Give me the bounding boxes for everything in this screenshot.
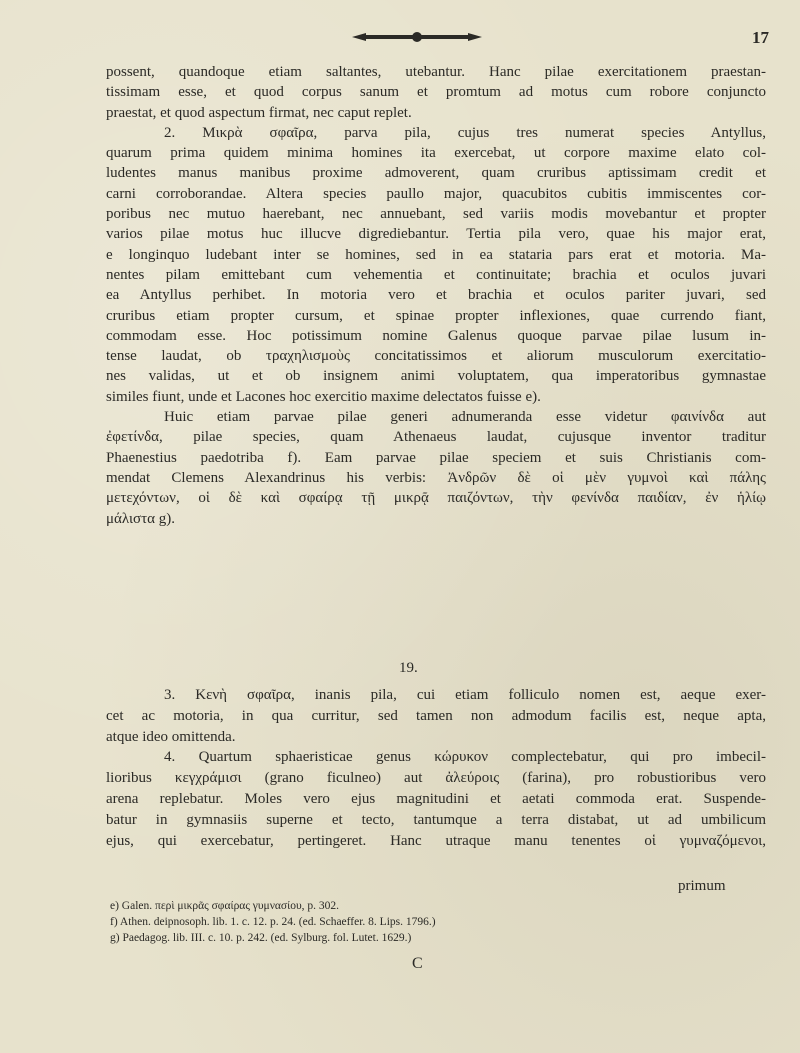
text-line: ejus, qui exercebatur, pertingeret. Hanc utraque manu tenentes οἱ γυμναζόμενοι, <box>106 832 766 849</box>
text-line: quarum prima quidem minima homines ita exercebat, ut corpore maxime elato col- <box>106 145 766 162</box>
text-line: praestat, et quod aspectum firmat, nec caput replet. <box>106 104 412 121</box>
text-line: 2. Μικρὰ σφαῖρα, parva pila, cujus tres numerat species Antyllus, <box>164 124 766 141</box>
text-line: tissimam esse, et quod corpus sanum et promtum ad motus cum robore conjuncto <box>106 84 766 101</box>
header-ornament-icon <box>352 30 482 44</box>
text-line: ἐφετίνδα, pilae species, quam Athenaeus laudat, cujusque inventor traditur <box>106 429 766 446</box>
text-line: cruribus etiam propter cursum, et spinae propter inflexiones, quae currendo fiant, <box>106 307 766 324</box>
text-line: 3. Κενὴ σφαῖρα, inanis pila, cui etiam folliculo nomen est, aeque exer- <box>164 687 766 703</box>
footnote-f: f) Athen. deipnosoph. lib. 1. c. 12. p. 24. (ed. Schaeffer. 8. Lips. 1796.) <box>110 916 436 928</box>
text-line: μετεχόντων, οἱ δὲ καὶ σφαίρᾳ τῇ μικρᾷ παιζόντων, τὴν φενίνδα παιδίαν, ἐν ἡλίῳ <box>106 490 766 507</box>
page-number: 17 <box>752 28 769 47</box>
footnote-e: e) Galen. περὶ μικρᾶς σφαίρας γυμνασίου, p. 302. <box>110 900 340 912</box>
text-line: commodam esse. Hoc potissimum nomine Galenus quoque parvae pilae lusum in- <box>106 327 766 344</box>
text-line: nentes pilam emittebant cum vehementia et continuitate; brachia et oculos juvari <box>106 266 766 283</box>
text-line: atque ideo omittenda. <box>106 728 236 745</box>
text-line: batur in gymnasiis superne et tecto, tantumque a terra distabat, ut ad umbilicum <box>106 811 766 828</box>
section-number: 19. <box>399 660 418 676</box>
text-line: carni corroborandae. Altera species paullo major, quacubitos cubitis immiscentes cor- <box>106 185 766 202</box>
second-text-block <box>106 685 766 851</box>
text-line: Phaenestius paedotriba f). Eam parvae pilae speciem et suis Christianis com- <box>106 449 766 466</box>
text-line: ea Antyllus perhibet. In motoria vero et brachia et oculos pariter juvari, sed <box>106 287 766 304</box>
text-line: arena replebatur. Moles vero ejus magnitudini et aetati commoda erat. Suspende- <box>106 790 766 807</box>
main-text-block <box>106 62 766 529</box>
text-line: ludentes manus manibus proxime admoverent, quam cruribus aptissimam credit et <box>106 165 766 182</box>
text-line: cet ac motoria, in qua curritur, sed tamen non admodum facilis est, neque apta, <box>106 707 766 724</box>
text-line: possent, quandoque etiam saltantes, utebantur. Hanc pilae exercitationem praestan- <box>106 64 766 80</box>
text-line: lioribus κεγχράμισι (grano ficulneo) aut ἀλεύροις (farina), pro robustioribus vero <box>106 770 766 787</box>
text-line: varios pilae motus huc illucve digrediebantur. Tertia pila vero, quae his major erat, <box>106 226 766 243</box>
text-line: tense laudat, ob τραχηλισμοὺς concitatissimos et aliorum musculorum exercitatio- <box>106 348 766 365</box>
signature-mark: C <box>412 955 423 972</box>
catchword: primum <box>678 878 726 894</box>
text-line: mendat Clemens Alexandrinus his verbis: Ἀνδρῶν δὲ οἱ μὲν γυμνοὶ καὶ πάλης <box>106 469 766 486</box>
text-line: similes fiunt, unde et Lacones hoc exercitio maxime delectatos fuisse e). <box>106 388 541 405</box>
text-line: Huic etiam parvae pilae generi adnumeranda esse videtur φαινίνδα aut <box>164 409 766 426</box>
footnotes <box>110 898 730 946</box>
text-line: nes validas, ut et ob insignem animi voluptatem, qua imperatoribus gymnastae <box>106 368 766 385</box>
footnote-g: g) Paedagog. lib. III. c. 10. p. 242. (ed. Sylburg. fol. Lutet. 1629.) <box>110 932 412 944</box>
text-line: e longinquo ludebant inter se homines, sed in ea stataria pars erat et motoria. Ma- <box>106 246 766 263</box>
text-line: 4. Quartum sphaeristicae genus κώρυκον complectebatur, qui pro imbecil- <box>164 749 766 766</box>
text-line: poribus nec mutuo haerebant, nec annuebant, sed variis modis movebantur et propter <box>106 206 766 223</box>
text-line: μάλιστα g). <box>106 510 175 527</box>
